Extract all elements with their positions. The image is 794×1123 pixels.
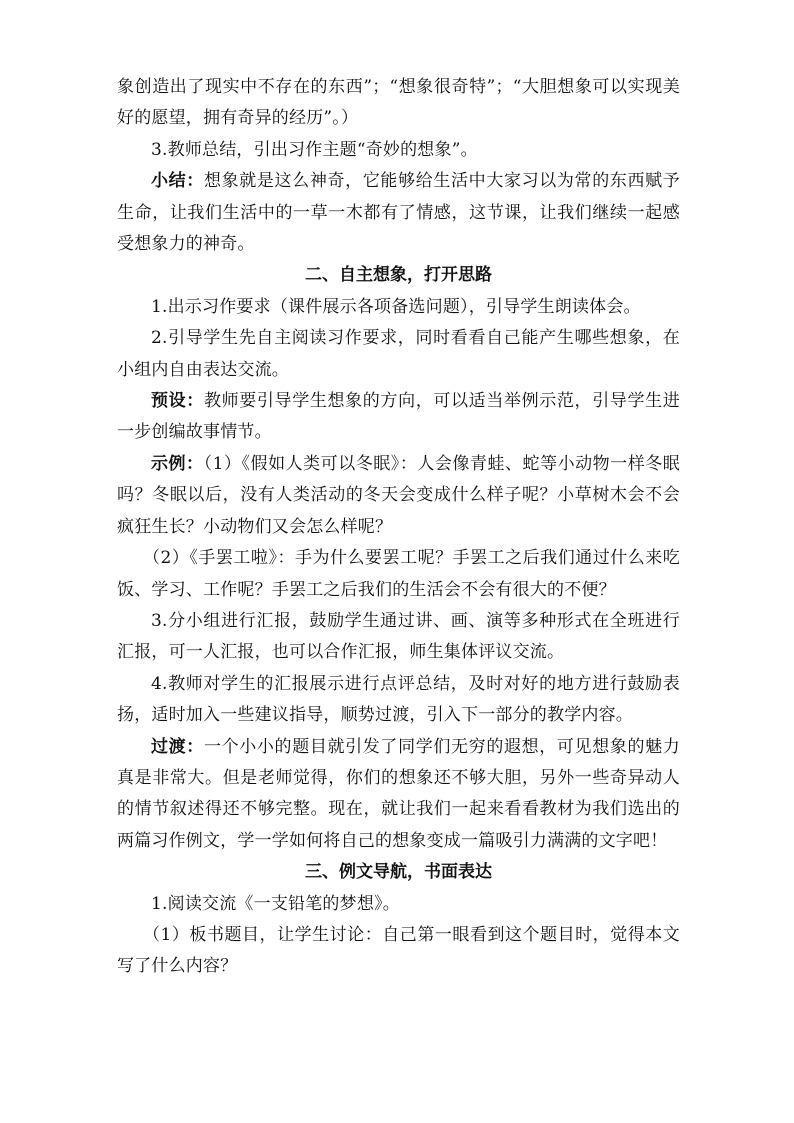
paragraph-teacher-summary: 3.教师总结，引出习作主题“奇妙的想象”。 — [151, 139, 478, 160]
paragraph-step-1: 1.出示习作要求（课件展示各项备选问题），引导学生朗读体会。 — [151, 296, 641, 317]
summary-body: 想象就是这么神奇，它能够给生活中大家习以为常的东西赋予生命，让我们生活中的一草一木都有了情感，这节课，让我们继续一起感受想象力的神奇。 — [117, 171, 680, 255]
summary-lead: 小结： — [151, 171, 204, 192]
paragraph-reading-1-sub: （1）板书题目，让学生讨论：自己第一眼看到这个题目时，觉得本文写了什么内容？ — [117, 924, 680, 977]
transition-lead: 过渡： — [151, 736, 204, 757]
paragraph-continuation: 象创造出了现实中不存在的东西”；“想象很奇特”；“大胆想象可以实现美好的愿望，拥有奇异的经历”。） — [117, 77, 680, 129]
paragraph-step-3: 3.分小组进行汇报，鼓励学生通过讲、画、演等多种形式在全班进行汇报，可一人汇报，也可以合作汇报，师生集体评议交流。 — [117, 610, 680, 663]
section-heading-2: 二、自主想象，打开思路 — [305, 265, 492, 286]
paragraph-example — [117, 449, 680, 543]
example-body: （1）《假如人类可以冬眠》：人会像青蛙、蛇等小动物一样冬眠吗？冬眠以后，没有人类活动的冬天会变成什么样子呢？小草树木会不会疯狂生长？小动物们又会怎么样呢？ — [117, 453, 680, 537]
preset-lead: 预设： — [151, 391, 204, 412]
transition-body: 一个小小的题目就引发了同学们无穷的遐想，可见想象的魅力真是非常大。但是老师觉得，你们的想象还不够大胆，另外一些奇异动人的情节叙述得还不够完整。现在，就让我们一起来看看教材为我们选出的两篇习作例文，学一学如何将自己的想象变成一篇吸引力满满的文字吧！ — [117, 736, 680, 851]
section-heading-3: 三、例文导航，书面表达 — [305, 862, 492, 883]
paragraph-reading-1: 1.阅读交流《一支铅笔的梦想》。 — [151, 893, 400, 914]
paragraph-step-4: 4.教师对学生的汇报展示进行点评总结，及时对好的地方进行鼓励表扬，适时加入一些建议指导，顺势过渡，引入下一部分的教学内容。 — [117, 673, 680, 726]
preset-body: 教师要引导学生想象的方向，可以适当举例示范，引导学生进一步创编故事情节。 — [117, 391, 680, 443]
paragraph-transition — [117, 732, 680, 858]
paragraph-preset — [117, 386, 680, 449]
example-lead: 示例： — [151, 453, 204, 474]
paragraph-step-2: 2.引导学生先自主阅读习作要求，同时看看自己能产生哪些想象，在小组内自由表达交流。 — [117, 328, 680, 380]
paragraph-example-2: （2）《手罢工啦》：手为什么要罢工呢？手罢工之后我们通过什么来吃饭、学习、工作呢？手罢工之后我们的生活会不会有很大的不便？ — [117, 548, 680, 600]
document-page — [117, 72, 680, 983]
paragraph-summary — [117, 166, 680, 260]
